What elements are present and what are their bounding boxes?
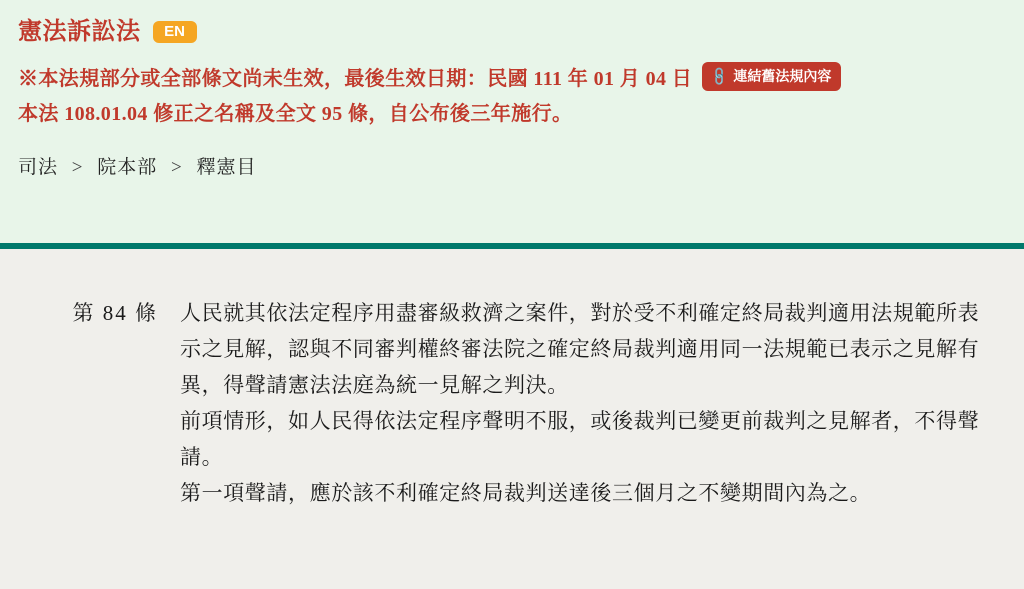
breadcrumb-separator: > [71,157,84,178]
article-paragraph: 第一項聲請，應於該不利確定終局裁判送達後三個月之不變期間內為之。 [180,481,872,505]
article-text [180,295,1024,511]
old-law-link-label: 連結舊法規內容 [733,68,832,84]
article-block [0,295,1024,511]
law-title-row [18,20,1008,44]
law-content-area [0,249,1024,589]
english-version-badge[interactable]: EN [153,21,197,43]
notice-text: ※本法規部分或全部條文尚未生效，最後生效日期：民國 111 年 01 月 04 日 [18,68,693,90]
effective-date-notice [18,62,1008,91]
page-title: 憲法訴訟法 [18,19,141,45]
breadcrumb-item-1[interactable]: 院本部 [97,157,158,178]
link-icon: 🔗 [708,64,731,88]
breadcrumb-item-2[interactable]: 釋憲目 [196,157,257,178]
old-law-link-button[interactable] [702,62,841,91]
article-number[interactable]: 第 84 條 [72,301,158,325]
breadcrumb [18,152,1008,179]
breadcrumb-separator: > [171,157,183,178]
amendment-note: 本法 108.01.04 修正之名稱及全文 95 條，自公布後三年施行。 [18,103,573,125]
law-header-band [0,0,1024,243]
article-paragraph: 前項情形，如人民得依法定程序聲明不服，或後裁判已變更前裁判之見解者，不得聲請。 [180,409,980,469]
breadcrumb-item-0[interactable]: 司法 [18,157,59,178]
article-paragraph: 人民就其依法定程序用盡審級救濟之案件，對於受不利確定終局裁判適用法規範所表示之見解，認與不同審判權終審法院之確定終局裁判適用同一法規範已表示之見解有異，得聲請憲法法庭為統一見解之判決。 [180,301,980,397]
